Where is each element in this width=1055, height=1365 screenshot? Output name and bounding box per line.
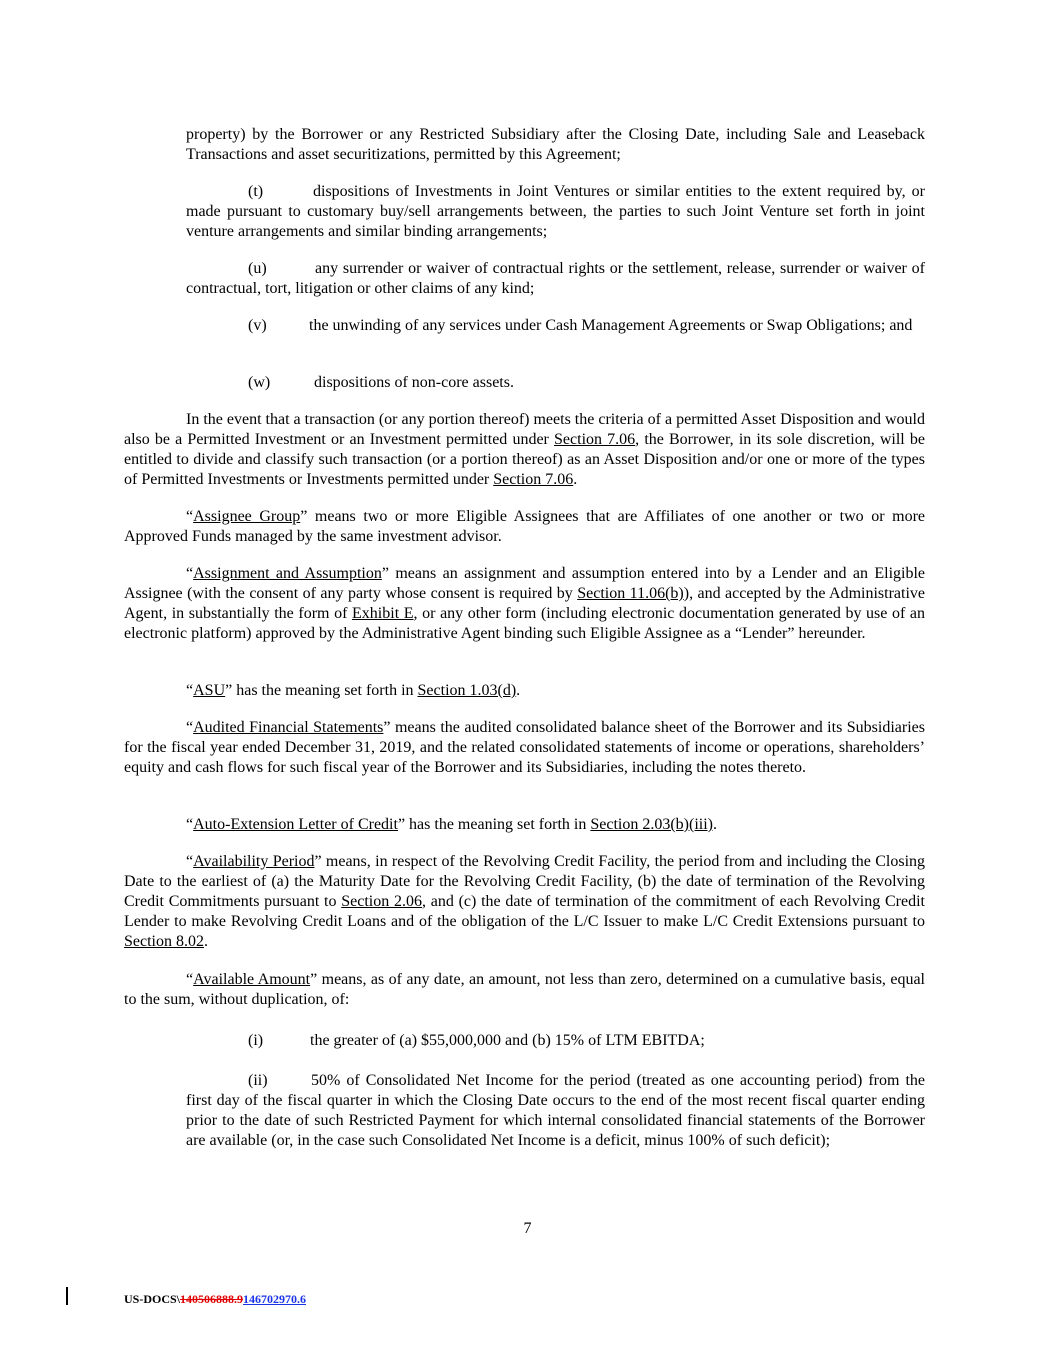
definition-text: ” means the audited consolidated balance sheet of the Borrower and its Subsidiaries for the fiscal year ended December 31, 2019, and the related consolidated statements of income or operations, shareholders’ equity and cash flows for such fiscal year of the Borrower and its Subsidiaries, including the notes thereto. [124, 719, 925, 776]
page-number [0, 1219, 1055, 1239]
clause-label: (v) [248, 317, 267, 334]
event-text-c: . [573, 471, 578, 488]
open-quote: “ [186, 971, 194, 988]
section-ref-2-06: Section 2.06 [341, 893, 422, 910]
clause-i [248, 1031, 925, 1051]
defined-term: Auto-Extension Letter of Credit [193, 816, 398, 833]
section-ref-11-06b: Section 11.06(b) [577, 585, 684, 602]
definition-text-a: ” means, in respect of the Revolving Credit Facility, the period from and including the Closing Date to the earliest of (a) the Maturity Date for the Revolving Credit Facility, (b) the date of termination of the Revolving Credit Commitments pursuant to [124, 853, 926, 910]
definition-text-a: ” has the meaning set forth in [397, 816, 591, 833]
definition-text: ” means, as of any date, an amount, not less than zero, determined on a cumulative basis, equal to the sum, without duplication, of: [124, 971, 925, 1008]
definition-text: ” means two or more Eligible Assignees that are Affiliates of one another or two or more Approved Funds managed by the same investment advisor. [124, 508, 926, 545]
definition-available-amount [124, 970, 925, 1010]
definition-text-a: ” has the meaning set forth in [225, 682, 418, 699]
open-quote: “ [186, 565, 194, 582]
defined-term: Available Amount [193, 971, 311, 988]
clause-v [186, 316, 925, 336]
definition-availability-period [124, 852, 925, 952]
revision-change-bar [66, 1287, 68, 1305]
definition-auto-extension-letter-of-credit [186, 815, 925, 835]
clause-label: (t) [248, 183, 264, 200]
exhibit-ref-e: Exhibit E [352, 605, 414, 622]
open-quote: “ [186, 816, 194, 833]
open-quote: “ [186, 682, 194, 699]
clause-t [186, 182, 925, 242]
open-quote: “ [186, 853, 194, 870]
definition-asu [186, 681, 925, 701]
clause-label: (ii) [248, 1072, 268, 1089]
definition-assignee-group [124, 507, 925, 547]
definition-text-c: . [204, 933, 208, 950]
clause-text: 50% of Consolidated Net Income for the period (treated as one accounting period) from the first day of the fiscal quarter in which the Closing Date occurs to the end of the most recent fiscal quarter ending prior to the date of such Restricted Payment for which internal consolidated financial statements of the Borrower are available (or, in the case such Consolidated Net Income is a deficit, minus 100% of such deficit); [186, 1072, 925, 1149]
definition-text-c: , or any other form (including electronic documentation generated by use of an electronic platform) approved by the Administrative Agent binding such Eligible Assignee as a “Lender” hereunder. [124, 605, 926, 642]
event-paragraph [124, 410, 925, 490]
page-number-text: 7 [523, 1220, 532, 1237]
clause-text: the unwinding of any services under Cash Management Agreements or Swap Obligations; and [309, 317, 913, 334]
definition-audited-financial-statements [124, 718, 925, 778]
doc-id-prefix: US-DOCS\ [124, 1292, 181, 1306]
continuation-text: property) by the Borrower or any Restricted Subsidiary after the Closing Date, including Sale and Leaseback Transactions and asset securitizations, permitted by this Agreement; [186, 126, 925, 163]
clause-label: (w) [248, 374, 271, 391]
defined-term: Assignee Group [193, 508, 301, 525]
section-ref-7-06: Section 7.06 [554, 431, 636, 448]
definition-text-b: . [712, 816, 717, 833]
event-text-b: , the Borrower, in its sole discretion, will be entitled to divide and classify such transaction (or a portion thereof) as an Asset Disposition and/or one or more of the types of Permitted Investments or Investments permitted under [124, 431, 925, 488]
clause-text: any surrender or waiver of contractual rights or the settlement, release, surrender or waiver of contractual, tort, litigation or other claims of any kind; [186, 260, 925, 297]
doc-id-deleted: 140506888.9 [180, 1292, 244, 1306]
document-id-footer [124, 1289, 306, 1309]
definition-assignment-and-assumption [124, 564, 925, 644]
section-ref-2-03biii: Section 2.03(b)(iii) [590, 816, 713, 833]
definition-text-b: ), and accepted by the Administrative Agent, in substantially the form of [124, 585, 925, 622]
open-quote: “ [186, 719, 194, 736]
defined-term: Availability Period [193, 853, 315, 870]
clause-text: dispositions of non-core assets. [314, 374, 514, 391]
open-quote: “ [186, 508, 194, 525]
clause-label: (u) [248, 260, 267, 277]
clause-ii [186, 1071, 925, 1151]
section-ref-1-03d: Section 1.03(d) [417, 682, 517, 699]
clause-text: the greater of (a) $55,000,000 and (b) 15% of LTM EBITDA; [310, 1032, 705, 1049]
defined-term: Assignment and Assumption [193, 565, 382, 582]
section-ref-8-02: Section 8.02 [124, 933, 204, 950]
clause-w [248, 373, 925, 393]
doc-id-inserted: 146702970.6 [243, 1292, 307, 1306]
section-ref-7-06: Section 7.06 [493, 471, 574, 488]
definition-text-b: . [516, 682, 521, 699]
event-text-a: In the event that a transaction (or any portion thereof) meets the criteria of a permitted Asset Disposition and would also be a Permitted Investment or an Investment permitted under [124, 411, 925, 448]
clause-u [186, 259, 925, 299]
defined-term: ASU [193, 682, 226, 699]
definition-text-a: ” means an assignment and assumption entered into by a Lender and an Eligible Assignee (with the consent of any party whose consent is required by [124, 565, 926, 602]
clause-text: dispositions of Investments in Joint Ventures or similar entities to the extent required by, or made pursuant to customary buy/sell arrangements between, the parties to such Joint Venture set forth in joint venture arrangements and similar binding arrangements; [186, 183, 925, 240]
continuation-paragraph [186, 125, 925, 165]
definition-text-b: , and (c) the date of termination of the commitment of each Revolving Credit Lender to make Revolving Credit Loans and of the obligation of the L/C Issuer to make L/C Credit Extensions pursuant to [124, 893, 925, 930]
defined-term: Audited Financial Statements [193, 719, 384, 736]
clause-label: (i) [248, 1032, 264, 1049]
